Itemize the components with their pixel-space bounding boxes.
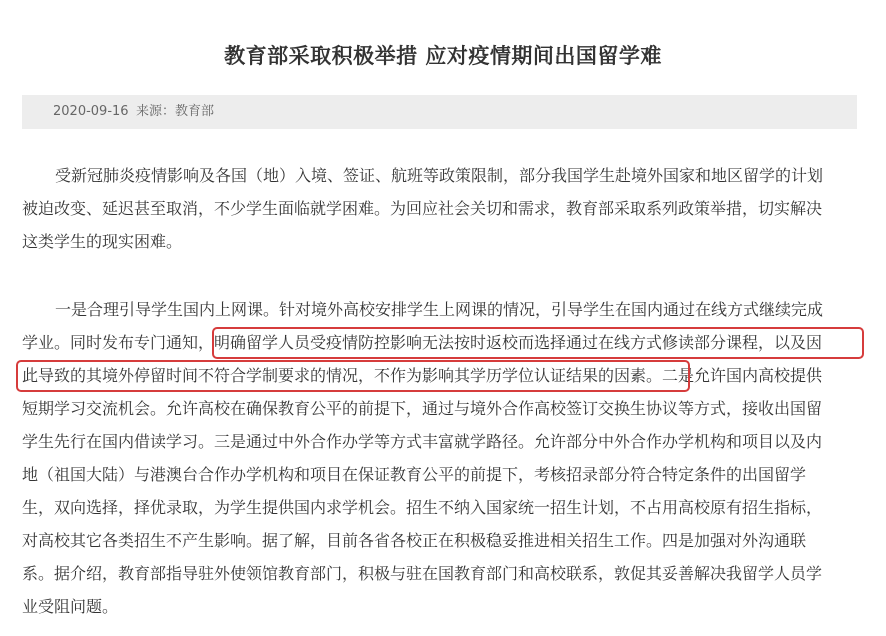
paragraph-line: 受新冠肺炎疫情影响及各国（地）入境、签证、航班等政策限制，部分我国学生赴境外国家和地区留学的计划	[55, 166, 824, 185]
paragraph-line: 这类学生的现实困难。	[22, 232, 183, 251]
paragraph-line: 业受阻问题。	[22, 597, 119, 616]
paragraph-intro	[22, 159, 862, 258]
paragraph-text: 二是允许国内高校提供	[662, 366, 823, 385]
paragraph-line: 对高校其它各类招生不产生影响。据了解，目前各省各校正在积极稳妥推进相关招生工作。四是加强对外沟通联	[22, 531, 807, 550]
paragraph-line: 短期学习交流机会。允许高校在确保教育公平的前提下，通过与境外合作高校签订交换生协议等方式，接收出国留	[22, 399, 823, 418]
article-title: 教育部采取积极举措 应对疫情期间出国留学难	[224, 44, 662, 68]
paragraph-line	[22, 326, 862, 359]
highlighted-text: 此导致的其境外停留时间不符合学制要求的情况，不作为影响其学历学位认证结果的因素。	[22, 366, 663, 385]
paragraph-line: 一是合理引导学生国内上网课。针对境外高校安排学生上网课的情况，引导学生在国内通过在线方式继续完成	[55, 300, 824, 319]
paragraph-line: 学生先行在国内借读学习。三是通过中外合作办学等方式丰富就学路径。允许部分中外合作办学机构和项目以及内	[22, 432, 823, 451]
paragraph-text: 学业。同时发布专门通知，	[22, 333, 215, 352]
paragraph-line: 地（祖国大陆）与港澳台合作办学机构和项目在保证教育公平的前提下，考核招录部分符合特定条件的出国留学	[22, 465, 807, 484]
article-source: 来源：教育部	[136, 104, 215, 119]
paragraph-line: 被迫改变、延迟甚至取消，不少学生面临就学困难。为回应社会关切和需求，教育部采取系列政策举措，切实解决	[22, 199, 823, 218]
paragraph-line	[22, 359, 862, 392]
highlighted-text: 明确留学人员受疫情防控影响无法按时返校而选择通过在线方式修读部分课程，以及因	[214, 333, 823, 352]
article-meta-bar	[22, 95, 857, 129]
paragraph-line: 生，双向选择，择优录取，为学生提供国内求学机会。招生不纳入国家统一招生计划，不占用高校原有招生指标，	[22, 498, 823, 517]
paragraph-line: 系。据介绍，教育部指导驻外使领馆教育部门，积极与驻在国教育部门和高校联系，敦促其妥善解决我留学人员学	[22, 564, 823, 583]
paragraph-measures	[22, 293, 862, 623]
publish-date: 2020-09-16	[53, 104, 129, 119]
